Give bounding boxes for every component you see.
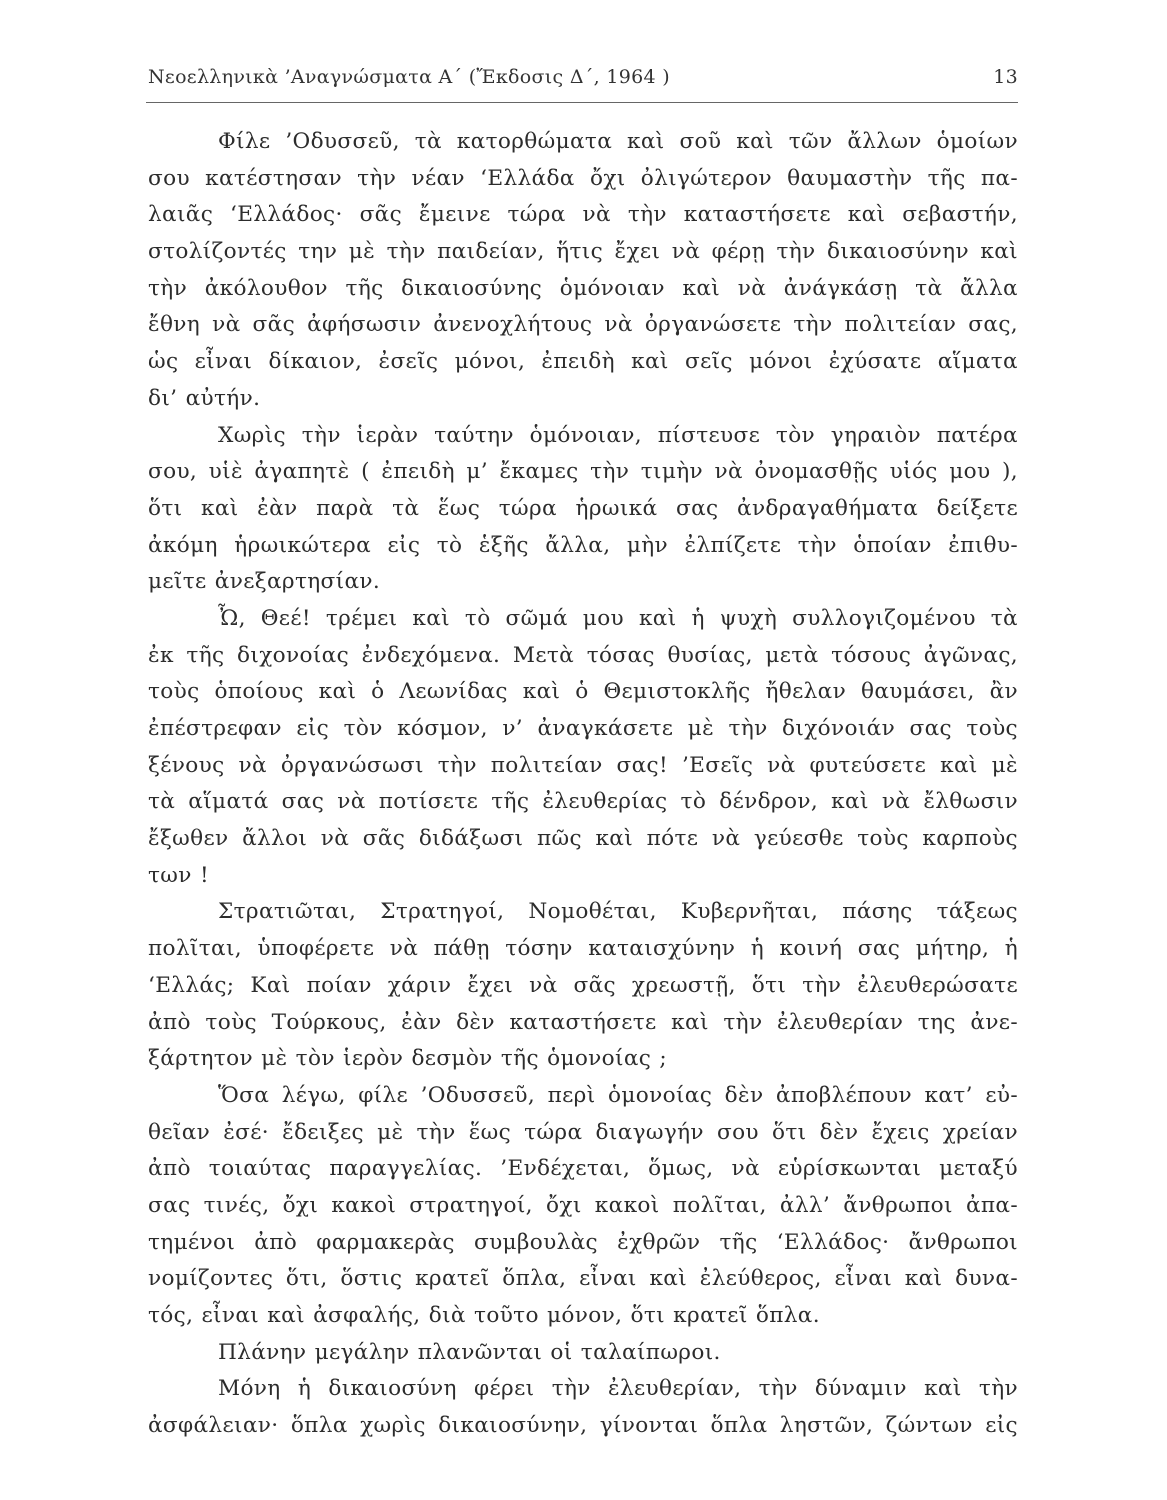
- text-line: σου, υἱὲ ἀγαπητὲ ( ἐπειδὴ μ’ ἔκαμες τὴν τιμὴν νὰ ὀνομασθῇς υἱός μου ),: [148, 459, 1018, 485]
- text-line: ἐπέστρεφαν εἰς τὸν κόσμον, ν’ ἀναγκάσετε μὲ τὴν διχόνοιάν σας τοὺς: [148, 716, 1018, 741]
- text-line: Ὅσα λέγω, φίλε ’Οδυσσεῦ, περὶ ὁμονοίας δὲν ἀποβλέπουν κατ’ εὐ-: [218, 1082, 1018, 1108]
- text-line: τὴν ἀκόλουθον τῆς δικαιοσύνης ὁμόνοιαν καὶ νὰ ἀνάγκάσῃ τὰ ἄλλα: [148, 275, 1018, 301]
- text-line: σας τινές, ὄχι κακοὶ στρατηγοί, ὄχι κακοὶ πολῖται, ἀλλ’ ἄνθρωποι ἀπα-: [148, 1192, 1018, 1218]
- text-line: ‘Ελλάς; Καὶ ποίαν χάριν ἔχει νὰ σᾶς χρεωστῇ, ὅτι τὴν ἐλευθερώσατε: [148, 972, 1018, 998]
- text-line: ἐκ τῆς διχονοίας ἐνδεχόμενα. Μετὰ τόσας θυσίας, μετὰ τόσους ἀγῶνας,: [148, 642, 1018, 668]
- text-line: Μόνη ἡ δικαιοσύνη φέρει τὴν ἐλευθερίαν, τὴν δύναμιν καὶ τὴν: [218, 1376, 1018, 1402]
- text-line: ξένους νὰ ὀργανώσωσι τὴν πολιτείαν σας! ’Εσεῖς νὰ φυτεύσετε καὶ μὲ: [148, 752, 1018, 778]
- text-line: ἔξωθεν ἄλλοι νὰ σᾶς διδάξωσι πῶς καὶ πότε νὰ γεύεσθε τοὺς καρποὺς: [148, 826, 1018, 852]
- text-line: σου κατέστησαν τὴν νέαν ‘Ελλάδα ὄχι ὀλιγώτερον θαυμαστὴν τῆς πα-: [148, 165, 1018, 191]
- text-line: ἀσφάλειαν· ὅπλα χωρὶς δικαιοσύνην, γίνονται ὅπλα ληστῶν, ζώντων εἰς: [148, 1413, 1018, 1439]
- page-number: 13: [993, 66, 1018, 88]
- text-line: δι’ αὐτήν.: [148, 385, 261, 411]
- text-line: ἔθνη νὰ σᾶς ἀφήσωσιν ἀνενοχλήτους νὰ ὀργανώσετε τὴν πολιτείαν σας,: [148, 312, 1018, 338]
- text-line: πολῖται, ὑποφέρετε νὰ πάθῃ τόσην καταισχύνην ἡ κοινή σας μήτηρ, ἡ: [148, 936, 1018, 962]
- text-line: ὡς εἶναι δίκαιον, ἐσεῖς μόνοι, ἐπειδὴ καὶ σεῖς μόνοι ἐχύσατε αἵματα: [148, 349, 1018, 375]
- text-line: Φίλε ’Οδυσσεῦ, τὰ κατορθώματα καὶ σοῦ καὶ τῶν ἄλλων ὁμοίων: [218, 129, 1018, 154]
- text-line: τὰ αἵματά σας νὰ ποτίσετε τῆς ἐλευθερίας τὸ δένδρον, καὶ νὰ ἔλθωσιν: [148, 789, 1018, 815]
- text-line: ξάρτητον μὲ τὸν ἱερὸν δεσμὸν τῆς ὁμονοίας ;: [148, 1046, 668, 1072]
- text-line: των !: [148, 862, 209, 888]
- text-line: τημένοι ἀπὸ φαρμακερὰς συμβουλὰς ἐχθρῶν τῆς ‘Ελλάδος· ἄνθρωποι: [148, 1229, 1018, 1255]
- text-line: νομίζοντες ὅτι, ὅστις κρατεῖ ὅπλα, εἶναι καὶ ἐλεύθερος, εἶναι καὶ δυνα-: [148, 1266, 1018, 1292]
- body-text: [148, 124, 1018, 1445]
- text-line: λαιᾶς ‘Ελλάδος· σᾶς ἔμεινε τώρα νὰ τὴν καταστήσετε καὶ σεβαστήν,: [148, 202, 1018, 228]
- text-line: ἀκόμη ἡρωικώτερα εἰς τὸ ἑξῆς ἄλλα, μὴν ἐλπίζετε τὴν ὁποίαν ἐπιθυ-: [148, 532, 1018, 558]
- text-line: τοὺς ὁποίους καὶ ὁ Λεωνίδας καὶ ὁ Θεμιστοκλῆς ἤθελαν θαυμάσει, ἂν: [148, 679, 1018, 705]
- text-line: θεῖαν ἐσέ· ἔδειξες μὲ τὴν ἕως τώρα διαγωγήν σου ὅτι δὲν ἔχεις χρείαν: [148, 1119, 1018, 1145]
- text-line: μεῖτε ἀνεξαρτησίαν.: [148, 569, 381, 595]
- running-head: [148, 66, 1018, 100]
- text-line: Ὦ, Θεέ! τρέμει καὶ τὸ σῶμά μου καὶ ἡ ψυχὴ συλλογιζομένου τὰ: [218, 605, 1018, 631]
- text-line: Πλάνην μεγάλην πλανῶνται οἱ ταλαίπωροι.: [218, 1339, 721, 1365]
- text-line: ἀπὸ τοιαύτας παραγγελίας. ’Ενδέχεται, ὅμως, νὰ εὑρίσκωνται μεταξύ: [148, 1156, 1018, 1182]
- text-line: Στρατιῶται, Στρατηγοί, Νομοθέται, Κυβερνῆται, πάσης τάξεως: [218, 899, 1018, 925]
- text-line: στολίζοντές την μὲ τὴν παιδείαν, ἥτις ἔχει νὰ φέρῃ τὴν δικαιοσύνην καὶ: [148, 239, 1018, 265]
- header-rule: [146, 102, 1018, 103]
- text-line: τός, εἶναι καὶ ἀσφαλής, διὰ τοῦτο μόνον, ὅτι κρατεῖ ὅπλα.: [148, 1303, 820, 1328]
- running-head-title: Νεοελληνικὰ ’Αναγνώσματα Α΄ (Ἔκδοσις Δ΄, 1964 ): [148, 66, 670, 88]
- text-line: ἀπὸ τοὺς Τούρκους, ἐὰν δὲν καταστήσετε καὶ τὴν ἐλευθερίαν της ἀνε-: [148, 1009, 1018, 1035]
- text-line: ὅτι καὶ ἐὰν παρὰ τὰ ἕως τώρα ἡρωικά σας ἀνδραγαθήματα δείξετε: [148, 495, 1018, 521]
- text-line: Χωρὶς τὴν ἱερὰν ταύτην ὁμόνοιαν, πίστευσε τὸν γηραιὸν πατέρα: [218, 422, 1018, 448]
